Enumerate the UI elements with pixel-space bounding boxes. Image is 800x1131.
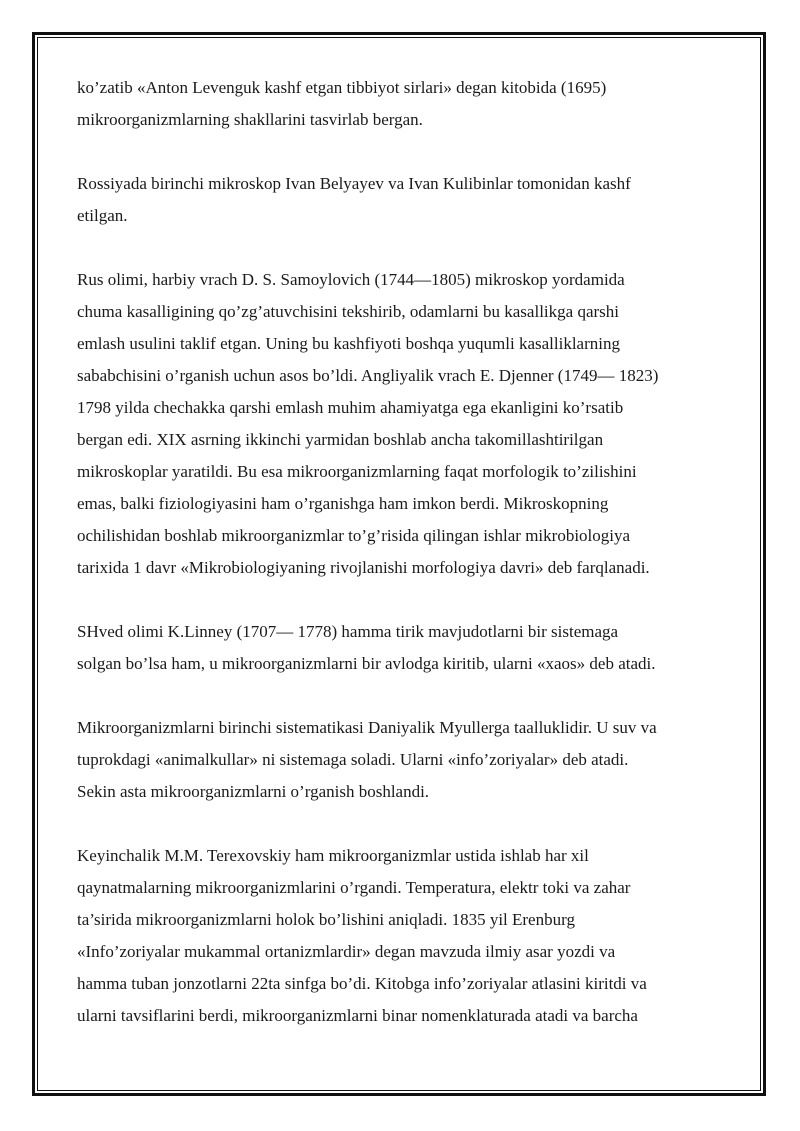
paragraph-linney: SHved olimi K.Linney (1707— 1778) hamma tirik mavjudotlarni bir sistemaga solgan bo’lsa ham, u mikroorganizmlarni bir avlodga kiritib, ularni «xaos» deb atadi. — [77, 622, 656, 673]
paragraph-myuller: Mikroorganizmlarni birinchi sistematikasi Daniyalik Myullerga taalluklidir. U suv va tuprokdagi «animalkullar» ni sistemaga soladi. Ularni «info’zoriyalar» deb atadi. Sekin asta mikroorganizmlarni o’rganish boshlandi. — [77, 718, 657, 801]
paragraph-samoylovich: Rus olimi, harbiy vrach D. S. Samoylovich (1744—1805) mikroskop yordamida chuma kasalligining qo’zg’atuvchisini tekshirib, odamlarni bu kasallikga qarshi emlash usulini taklif etgan. Uning bu kashfiyoti boshqa yuqumli kasalliklarning sababchisini o’rganish uchun asos bo’ldi. Angliyalik vrach E. Djenner (1749— 1823) 1798 yilda chechakka qarshi emlash muhim ahamiyatga ega ekanligini ko’rsatib bergan edi. XIX asrning ikkinchi yarmidan boshlab ancha takomillashtirilgan mikroskoplar yaratildi. Bu esa mikroorganizmlarning faqat morfologik to’zilishini emas, balki fiziologiyasini ham o’rganishga ham imkon berdi. Mikroskopning ochilishidan boshlab mikroorganizmlar to’g’risida qilingan ishlar mikrobiologiya tarixida 1 davr «Mikrobiologiyaning rivojlanishi morfologiya davri» deb farqlanadi. — [77, 270, 659, 577]
document-body — [77, 72, 727, 1032]
paragraph-russia-microscope: Rossiyada birinchi mikroskop Ivan Belyayev va Ivan Kulibinlar tomonidan kashf etilgan. — [77, 174, 631, 225]
paragraph-terexovskiy: Keyinchalik M.M. Terexovskiy ham mikroorganizmlar ustida ishlab har xil qaynatmalarning mikroorganizmlarini o’rgandi. Temperatura, elektr toki va zahar ta’sirida mikroorganizmlarni holok bo’lishini aniqladi. 1835 yil Erenburg «Info’zoriyalar mukammal ortanizmlardir» degan mavzuda ilmiy asar yozdi va hamma tuban jonzotlarni 22ta sinfga bo’di. Kitobga info’zoriyalar atlasini kiritdi va ularni tavsiflarini berdi, mikroorganizmlarni binar nomenklaturada atadi va barcha — [77, 846, 647, 1025]
paragraph-levenguk: ko’zatib «Anton Levenguk kashf etgan tibbiyot sirlari» degan kitobida (1695) mikroorganizmlarning shakllarini tasvirlab bergan. — [77, 78, 607, 129]
